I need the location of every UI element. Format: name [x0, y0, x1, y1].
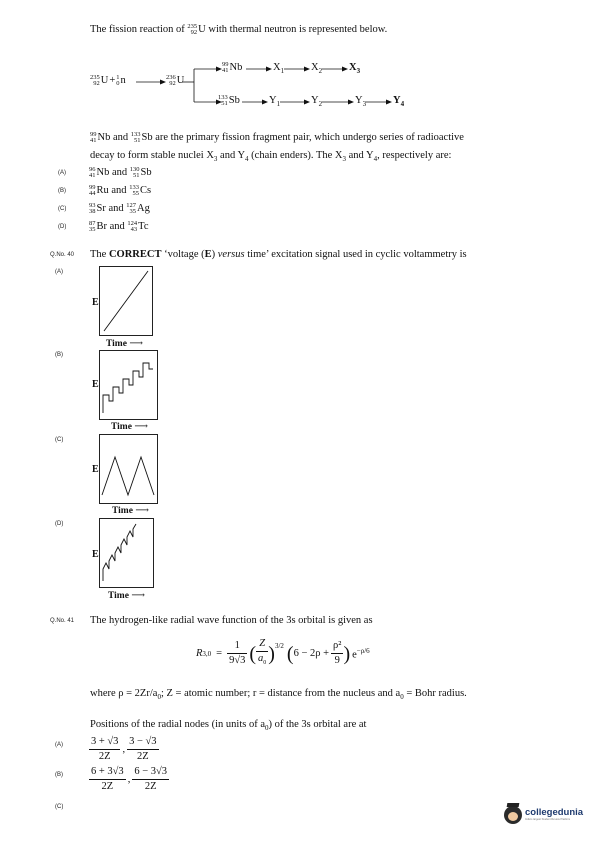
- intro-line: [90, 23, 387, 37]
- fragment-sb133: 133 51 Sb: [218, 93, 240, 107]
- q40-a-axis-time: Time ⟶: [106, 339, 143, 349]
- q40-b-axis-time: Time ⟶: [111, 422, 148, 432]
- q41-where: where $\rho = 2Zr/a_0$; Z = atomic number; r = distance from the nucleus and $a_0$ = Bohr radius.: [90, 688, 467, 702]
- reaction-connector-lines: [80, 52, 410, 122]
- q39-option-b[interactable]: 99 44 Ru and 133 55 Cs: [89, 184, 152, 197]
- chain-y2: $Y_2$: [311, 95, 323, 109]
- q41-option-b-label: (B): [55, 772, 63, 778]
- intro-isotope-numbers: 235 92: [187, 22, 198, 36]
- q40-option-b-label: (B): [55, 352, 63, 358]
- differential-pulse-signal: [100, 351, 157, 419]
- chain-y1: $Y_1$: [269, 95, 281, 109]
- q39-option-d[interactable]: 87 35 Br and 124 43 Tc: [89, 220, 149, 233]
- q39-option-c[interactable]: 93 38 Sr and 127 35 Ag: [89, 202, 150, 215]
- linear-ramp-signal: [100, 267, 152, 335]
- q39-stem-line1: 99 41 Nb and 133 51 Sb are the primary fission fragment pair, which undergo series of radioactive: [90, 130, 464, 144]
- q41-option-a-label: (A): [55, 742, 63, 748]
- q41-stem: The hydrogen-like radial wave function of the 3s orbital is given as: [90, 615, 373, 626]
- radial-wave-equation: R 3,0 = $\frac{1}{9√3}$ ( $\frac{Z}{a_0}$ ) $^{3/2}$ ( 6 − 2ρ + $\frac{\text{ρ²}}{9}$ ) $e^{-\rho/6}$: [196, 638, 370, 667]
- q40-stem: The CORRECT ‘voltage (E) versus time’ excitation signal used in cyclic voltammetry is: [90, 249, 467, 260]
- q41-option-b[interactable]: $\frac{6 + 3√3}{2Z}$ , $\frac{6 - 3√3}{2Z}$: [91, 766, 167, 792]
- q40-number: Q.No. 40: [50, 252, 75, 258]
- q40-option-b-graph[interactable]: [99, 350, 158, 420]
- chain-y3: $Y_3$: [355, 95, 367, 109]
- q39-option-d-label: (D): [58, 224, 67, 230]
- q40-d-axis-time: Time ⟶: [108, 591, 145, 601]
- intro-isotope-symbol: U: [198, 24, 206, 35]
- q39-option-b-label: (B): [58, 188, 66, 194]
- chain-x3: $X_3$: [349, 62, 361, 76]
- q40-option-c-label: (C): [55, 437, 64, 443]
- intro-tail: with thermal neutron is represented below.: [208, 24, 388, 35]
- q40-option-d-label: (D): [55, 521, 64, 527]
- q40-option-a-graph[interactable]: [99, 266, 153, 336]
- q41-positions: Positions of the radial nodes (in units of $a_0$) of the 3s orbital are at: [90, 719, 367, 733]
- q40-b-axis-e[interactable]: E: [92, 379, 99, 390]
- q40-d-axis-e[interactable]: E: [92, 549, 99, 560]
- chain-x2: $X_2$: [311, 62, 323, 76]
- compound-u236: 236 92 U: [166, 73, 185, 87]
- intro-text: The fission reaction of: [90, 24, 185, 35]
- fission-reaction-diagram: [80, 52, 410, 122]
- q40-c-axis-e[interactable]: E: [92, 464, 99, 475]
- q40-a-axis-e[interactable]: E: [92, 297, 99, 308]
- staircase-pulse-signal: [100, 519, 153, 587]
- fragment-nb99: 99 41 Nb: [222, 60, 243, 74]
- triangular-wave-signal: [100, 435, 157, 503]
- q41-option-c-label: (C): [55, 804, 64, 810]
- q40-option-a-label: (A): [55, 269, 63, 275]
- chain-y4: $Y_4$: [393, 95, 405, 109]
- chain-x1: $X_1$: [273, 62, 285, 76]
- q40-option-c-graph[interactable]: [99, 434, 158, 504]
- q40-option-d-graph[interactable]: [99, 518, 154, 588]
- brand-tagline: India's largest Student Review Platform: [525, 818, 571, 821]
- brand-name: collegedunia: [525, 807, 584, 818]
- graduate-mascot-icon: [504, 806, 522, 824]
- q41-number: Q.No. 41: [50, 618, 75, 624]
- collegedunia-logo[interactable]: [504, 806, 583, 824]
- q39-stem-line2: decay to form stable nuclei $X_3$ and $Y_4$ (chain enders). The $X_3$ and $Y_4$, respectively are:: [90, 150, 452, 164]
- q39-option-a[interactable]: 96 41 Nb and 130 51 Sb: [89, 166, 152, 179]
- q40-c-axis-time: Time ⟶: [112, 506, 149, 516]
- q39-option-a-label: (A): [58, 170, 66, 176]
- reactant-u235: 235 92 U+ 1 0 n: [90, 73, 126, 87]
- q41-option-a[interactable]: $\frac{3 + √3}{2Z}$ , $\frac{3 - √3}{2Z}$: [91, 736, 157, 762]
- q39-option-c-label: (C): [58, 206, 67, 212]
